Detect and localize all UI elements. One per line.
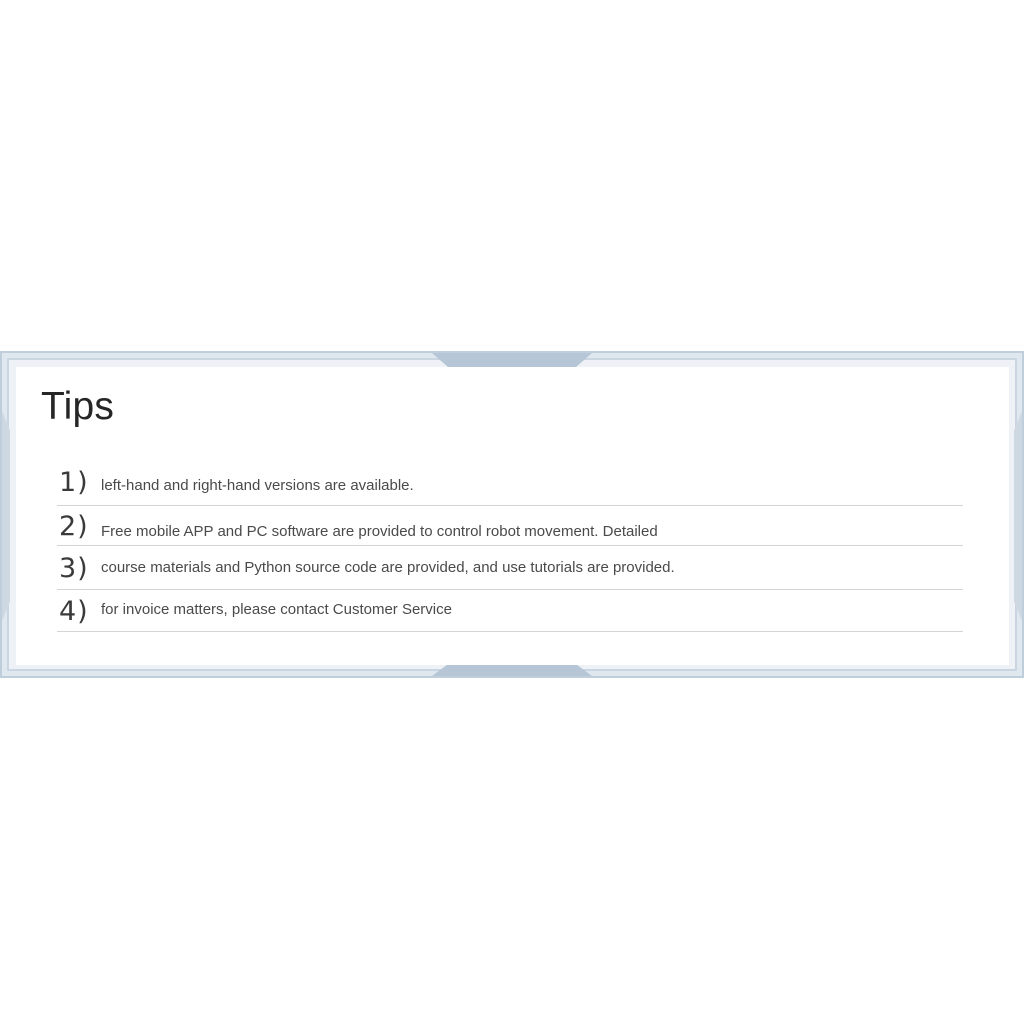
tips-panel <box>16 367 1009 665</box>
tip-row-3 <box>57 547 963 590</box>
tips-frame <box>0 351 1024 678</box>
tip-text: Free mobile APP and PC software are provided to control robot movement. Detailed <box>101 523 658 540</box>
tip-row-1 <box>57 467 963 506</box>
tip-number: 2) <box>59 511 89 542</box>
tip-number: 4) <box>59 596 89 627</box>
tip-number: 3) <box>59 553 89 584</box>
tip-number: 1) <box>59 467 89 498</box>
tip-row-4 <box>57 591 963 632</box>
tips-title: Tips <box>41 385 115 428</box>
tip-text: course materials and Python source code are provided, and use tutorials are provided. <box>101 559 675 576</box>
tip-text: for invoice matters, please contact Customer Service <box>101 601 452 618</box>
tip-text: left-hand and right-hand versions are available. <box>101 477 414 494</box>
tip-row-2 <box>57 507 963 546</box>
